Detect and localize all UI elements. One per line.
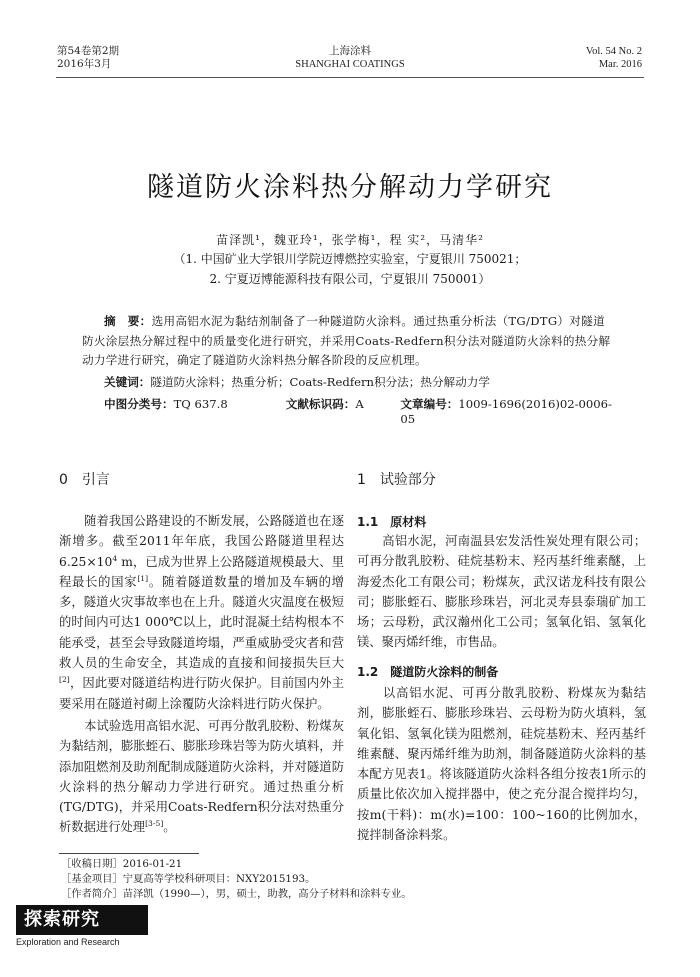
header-center bbox=[250, 45, 450, 71]
footnote-received: ［收稿日期］2016-01-21 bbox=[61, 858, 183, 870]
section-logo-subtitle: Exploration and Research bbox=[16, 937, 120, 947]
intro-paragraph-2: 本试验选用高铝水泥、可再分散乳胶粉、粉煤灰为黏结剂，膨胀蛭石、膨胀珍珠岩等为防火填料，并添加阻燃剂及助剂配制成隧道防火涂料，并对隧道防火涂料的热分解动力学进行研究。通过热重分析(TG/DTG)，并采用Coats-Redfern积分法对热重分析数据进行处理[3-5]。 bbox=[59, 719, 344, 835]
footnote-author: ［作者简介］苗泽凯（1990—），男，硕士，助教，高分子材料和涂料专业。 bbox=[61, 888, 412, 900]
affiliation-2: 2. 宁夏迈博能源科技有限公司，宁夏银川 750001） bbox=[209, 272, 491, 286]
citation: [1] bbox=[137, 573, 149, 583]
intro-paragraph-1: 随着我国公路建设的不断发展，公路隧道也在逐渐增多。截至2011年年底，我国公路隧道里程达$6.25\times 10^4$ m，已成为世界上公路隧道规模最大、里程最长的国家[1]。随着隧道数量的增加及车辆的增多，隧道火灾事故率也在上升。隧道火灾温度在极短的时间内可达1 000℃以上，此时混凝土结构根本不能承受，甚至会导致隧道垮塌，严重威胁受灾者和营救人员的生命安全，其造成的直接和间接损失巨大[2]，因此要对隧道结构进行防火保护。目前国内外主要采用在隧道衬砌上涂覆防火涂料进行防火保护。 bbox=[59, 514, 344, 711]
section-logo-mark: 探索研究 bbox=[16, 905, 148, 935]
materials-paragraph: 高铝水泥，河南温县宏发活性炭处理有限公司；可再分散乳胶粉、硅烷基粉末、羟丙基纤维素醚，上海爱杰化工有限公司；粉煤灰，武汉诺龙科技有限公司；膨胀蛭石、膨胀珍珠岩，河北灵寿县泰瑞矿加工场；云母粉，武汉瀚州化工公司；氢氧化铝、氢氧化镁、聚丙烯纤维，市售品。 bbox=[357, 534, 646, 650]
article-no-value: 1009-1696(2016)02-0006-05 bbox=[400, 397, 612, 426]
volume-en: Vol. 54 No. 2 bbox=[585, 46, 642, 57]
keywords-label: 关键词： bbox=[104, 375, 151, 389]
header-right bbox=[586, 45, 642, 71]
header-rule bbox=[56, 77, 644, 78]
preparation-heading: 1.2 隧道防火涂料的制备 bbox=[357, 665, 499, 679]
citation: [2] bbox=[59, 675, 70, 685]
doc-code-label: 文献标识码： bbox=[285, 397, 356, 411]
journal-name: 上海涂料 bbox=[329, 45, 371, 57]
issue-date: 2016年3月 bbox=[57, 58, 112, 70]
abstract bbox=[82, 312, 616, 371]
header-left bbox=[57, 45, 119, 71]
abstract-text: 选用高铝水泥为黏结剂制备了一种隧道防火涂料。通过热重分析法（TG/DTG）对隧道防火涂层热分解过程中的质量变化进行研究，并采用Coats-Redfern积分法对隧道防火涂料的热分解动力学进行研究，确定了隧道防火涂料热分解各阶段的反应机理。 bbox=[82, 314, 611, 367]
materials-heading: 1.1 原材料 bbox=[357, 515, 427, 529]
author-list: 苗泽凯¹，魏亚玲¹，张学梅¹，程 实²，马清华² bbox=[216, 233, 484, 247]
clc-value: TQ 637.8 bbox=[173, 397, 228, 411]
keywords bbox=[104, 374, 490, 390]
journal-name-en: SHANGHAI COATINGS bbox=[295, 59, 405, 70]
date-en: Mar. 2016 bbox=[598, 59, 642, 70]
keywords-text: 隧道防火涂料；热重分析；Coats-Redfern积分法；热分解动力学 bbox=[150, 375, 490, 389]
intro-heading: 0 引言 bbox=[59, 472, 110, 488]
experiment-heading: 1 试验部分 bbox=[357, 472, 436, 488]
volume-issue: 第54卷第2期 bbox=[57, 45, 120, 57]
clc-label: 中图分类号： bbox=[104, 397, 174, 411]
classification-line bbox=[104, 396, 624, 426]
citation: [3-5] bbox=[145, 819, 164, 829]
footnote-rule bbox=[59, 853, 199, 854]
article-no-label: 文章编号： bbox=[400, 397, 459, 411]
affiliation-1: （1. 中国矿业大学银川学院迈博燃控实验室，宁夏银川 750021； bbox=[173, 252, 527, 266]
footnote-fund: ［基金项目］宁夏高等学校科研项目：NXY2015193。 bbox=[61, 873, 316, 885]
paper-title: 隧道防火涂料热分解动力学研究 bbox=[147, 172, 553, 203]
abstract-label: 摘 要： bbox=[104, 314, 152, 328]
preparation-paragraph: 以高铝水泥、可再分散乳胶粉、粉煤灰为黏结剂，膨胀蛭石、膨胀珍珠岩、云母粉为防火填料，氢氧化铝、氢氧化镁为阻燃剂，硅烷基粉末、羟丙基纤维素醚、聚丙烯纤维为助剂，制备隧道防火涂料的基本配方见表1。将该隧道防火涂料各组分按表1所示的质量比依次加入搅拌器中，使之充分混合搅拌均匀，按m(干料)：m(水)=100：100~160的比例加水，搅拌制备涂料浆。 bbox=[357, 686, 646, 843]
section-logo bbox=[16, 905, 148, 947]
doc-code-value: A bbox=[355, 397, 364, 411]
